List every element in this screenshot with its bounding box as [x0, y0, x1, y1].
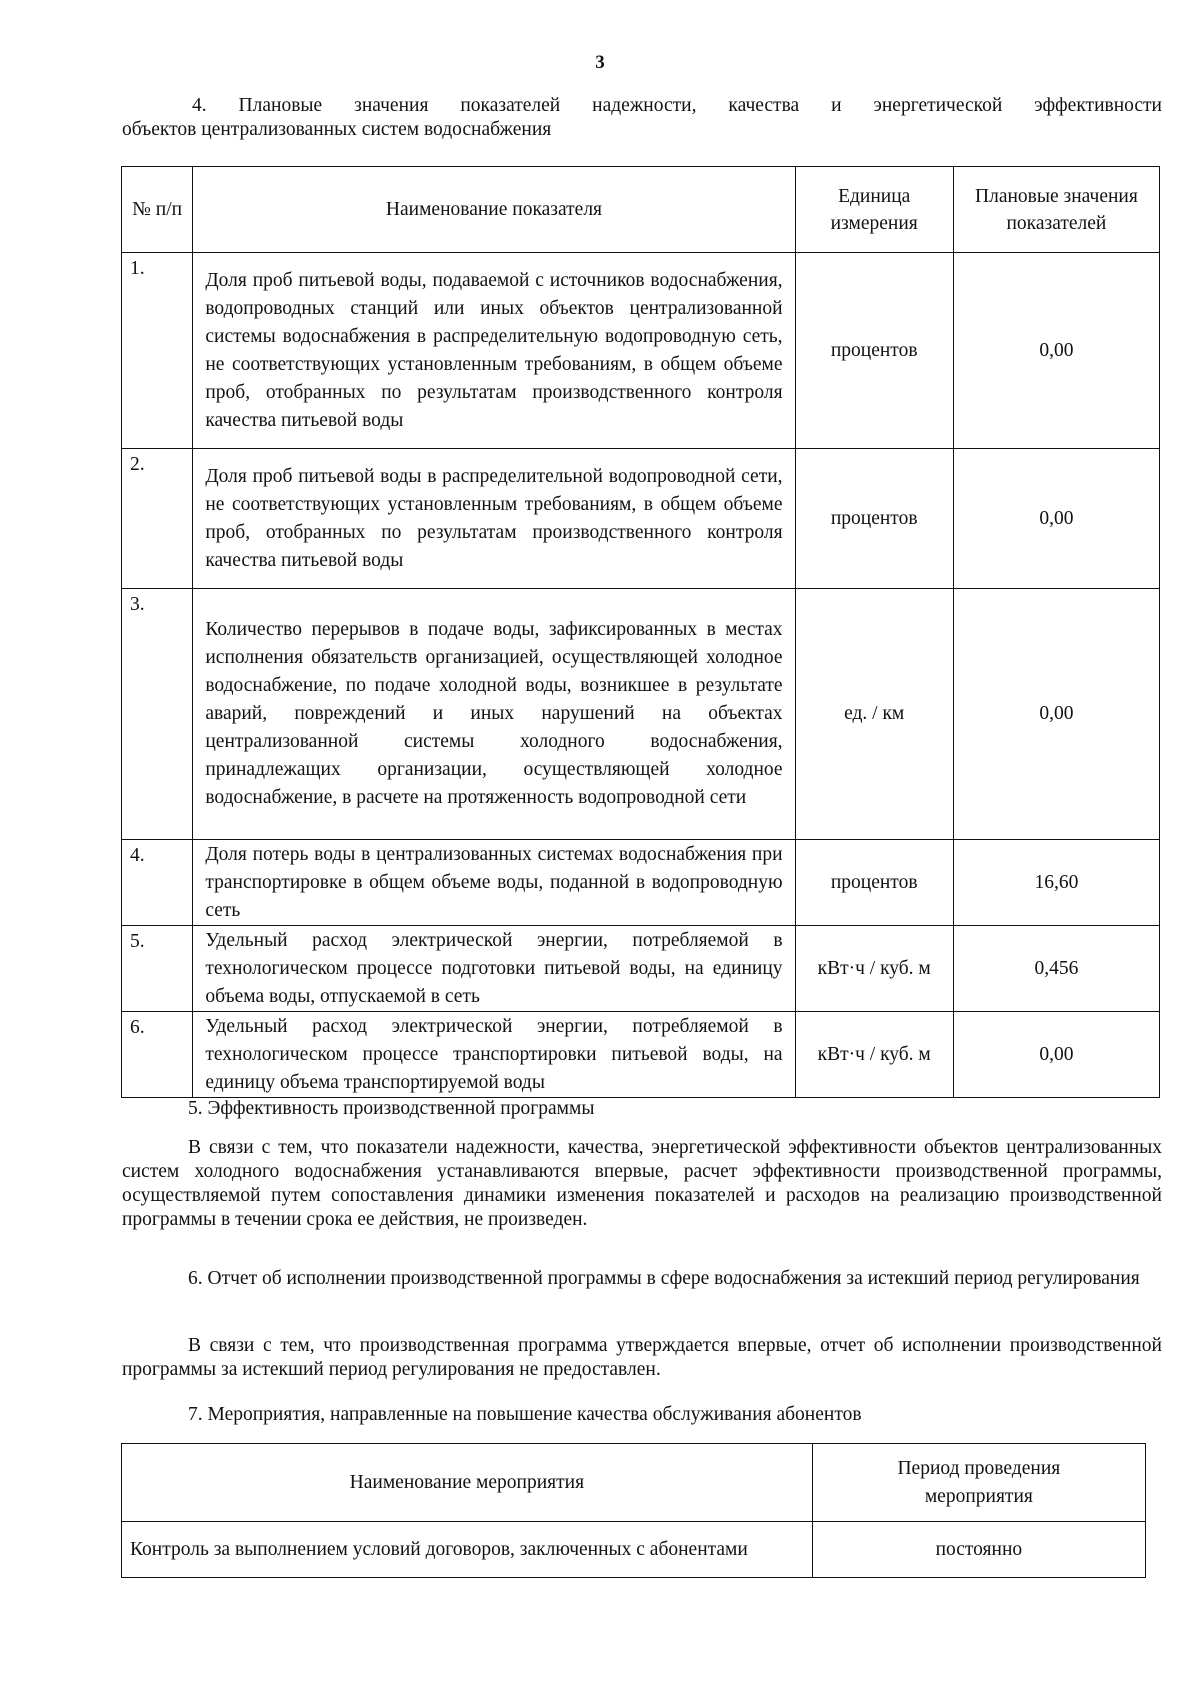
row-num: 3.: [122, 589, 193, 840]
row-value: 0,00: [953, 449, 1159, 589]
row-name: Доля проб питьевой воды, подаваемой с источников водоснабжения, водопроводных станций или иных объектов централизованной системы водоснабжения в распределительную водопроводную сеть, не соответствующих установленным требованиям, в общем объеме проб, отобранных по результатам производственного контроля качества питьевой воды: [193, 253, 795, 449]
table-row: [122, 589, 1160, 840]
section4-title-line1: 4. Плановые значения показателей надежности, качества и энергетической эффективности: [192, 95, 1162, 116]
header-value: Плановые значения показателей: [953, 167, 1159, 253]
events-header-row: [122, 1444, 1146, 1522]
section4-heading: [122, 94, 1162, 142]
row-num: 2.: [122, 449, 193, 589]
header-num: № п/п: [122, 167, 193, 253]
row-num: 1.: [122, 253, 193, 449]
row-value: 16,60: [953, 840, 1159, 926]
table-row: [122, 926, 1160, 1012]
row-unit: ед. / км: [795, 589, 953, 840]
indicators-header-row: [122, 167, 1160, 253]
section5-body: В связи с тем, что показатели надежности, качества, энергетической эффективности объектов централизованных систем холодного водоснабжения устанавливаются впервые, расчет эффективности производственной программы, осуществляемой путем сопоставления динамики изменения показателей и расходов на реализацию производственной программы в течении срока ее действия, не произведен.: [122, 1137, 1162, 1230]
table-row: [122, 253, 1160, 449]
table-row: [122, 1522, 1146, 1578]
events-header-period: Период проведения мероприятия: [812, 1444, 1145, 1522]
row-unit: кВт·ч / куб. м: [795, 926, 953, 1012]
row-value: 0,456: [953, 926, 1159, 1012]
row-num: 4.: [122, 840, 193, 926]
row-unit: процентов: [795, 840, 953, 926]
row-unit: кВт·ч / куб. м: [795, 1012, 953, 1098]
row-name: Удельный расход электрической энергии, потребляемой в технологическом процессе транспортировки питьевой воды, на единицу объема транспортируемой воды: [193, 1012, 795, 1098]
header-unit: Единица измерения: [795, 167, 953, 253]
row-value: 0,00: [953, 1012, 1159, 1098]
section6-title: 6. Отчет об исполнении производственной программы в сфере водоснабжения за истекший период регулирования: [188, 1268, 1140, 1289]
row-num: 5.: [122, 926, 193, 1012]
table-row: [122, 449, 1160, 589]
indicators-table: [121, 166, 1160, 1098]
page-number: 3: [595, 52, 605, 73]
row-num: 6.: [122, 1012, 193, 1098]
section5-title: 5. Эффективность производственной программы: [188, 1098, 595, 1119]
event-period: постоянно: [812, 1522, 1145, 1578]
row-name: Удельный расход электрической энергии, потребляемой в технологическом процессе подготовки питьевой воды, на единицу объема воды, отпускаемой в сеть: [193, 926, 795, 1012]
event-name: Контроль за выполнением условий договоров, заключенных с абонентами: [122, 1522, 813, 1578]
row-name: Доля проб питьевой воды в распределительной водопроводной сети, не соответствующих установленным требованиям, в общем объеме проб, отобранных по результатам производственного контроля качества питьевой воды: [193, 449, 795, 589]
row-name: Доля потерь воды в централизованных системах водоснабжения при транспортировке в общем объеме воды, поданной в водопроводную сеть: [193, 840, 795, 926]
row-value: 0,00: [953, 253, 1159, 449]
table-row: [122, 840, 1160, 926]
row-name: Количество перерывов в подаче воды, зафиксированных в местах исполнения обязательств организацией, осуществляющей холодное водоснабжение, по подаче холодной воды, возникшее в результате аварий, повреждений и иных нарушений на объектах централизованной системы холодного водоснабжения, принадлежащих организации, осуществляющей холодное водоснабжение, в расчете на протяженность водопроводной сети: [193, 589, 795, 840]
events-header-name: Наименование мероприятия: [122, 1444, 813, 1522]
events-table: [121, 1443, 1146, 1578]
row-value: 0,00: [953, 589, 1159, 840]
section4-title-line2: объектов централизованных систем водоснабжения: [122, 119, 552, 140]
header-name: Наименование показателя: [193, 167, 795, 253]
section6-body: В связи с тем, что производственная программа утверждается впервые, отчет об исполнении производственной программы за истекший период регулирования не предоставлен.: [122, 1335, 1162, 1380]
section7-title: 7. Мероприятия, направленные на повышение качества обслуживания абонентов: [188, 1404, 862, 1425]
row-unit: процентов: [795, 449, 953, 589]
row-unit: процентов: [795, 253, 953, 449]
table-row: [122, 1012, 1160, 1098]
